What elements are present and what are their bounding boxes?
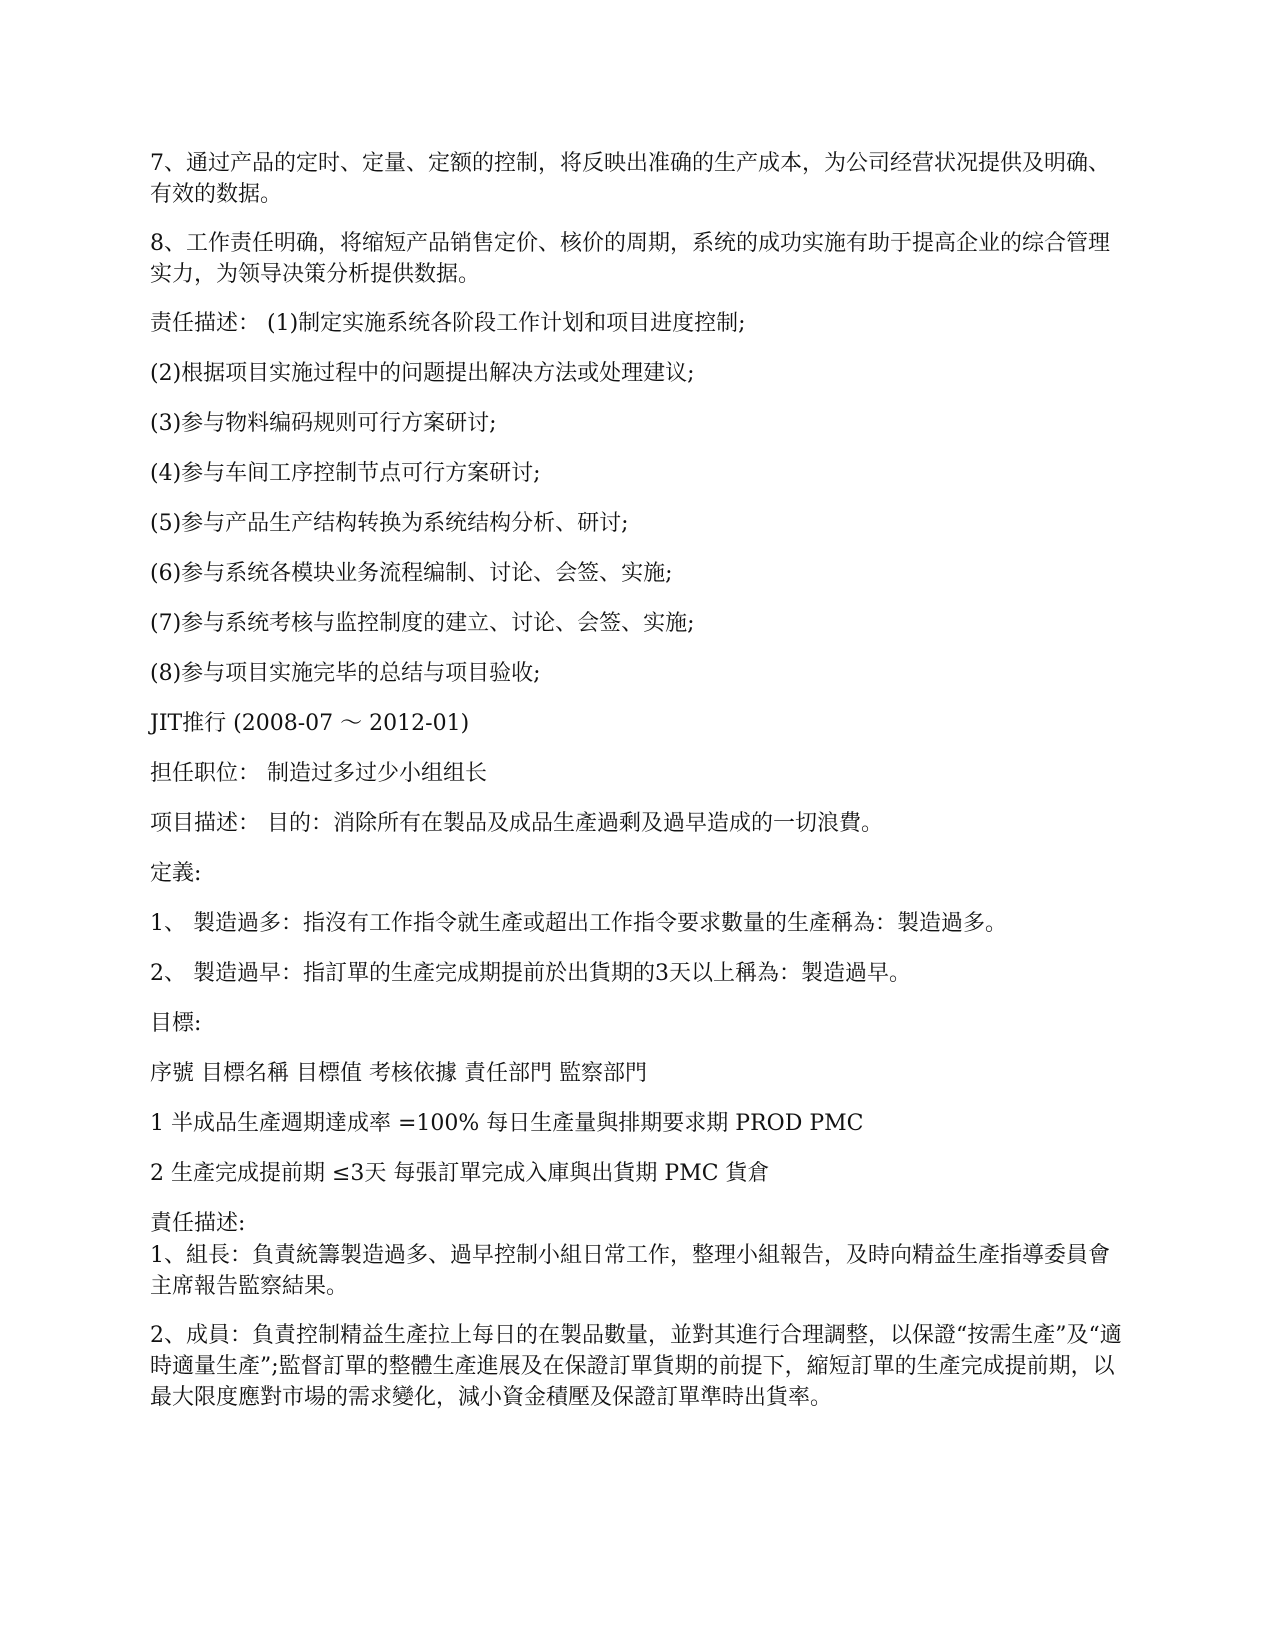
responsibility-description-heading-2: 責任描述:	[150, 1211, 246, 1236]
responsibility-item-4: (4)参与车间工序控制节点可行方案研讨;	[150, 461, 541, 486]
project-heading: JIT推行 (2008-07 ～ 2012-01)	[150, 711, 470, 736]
position-line: 担任职位： 制造过多过少小组组长	[150, 761, 487, 786]
responsibility-item-6: (6)参与系统各模块业务流程编制、讨论、会签、实施;	[150, 561, 673, 586]
goals-row-1: 1 半成品生產週期達成率 =100% 每日生產量與排期要求期 PROD PMC	[150, 1111, 864, 1136]
leader-responsibility: 1、組長：負責統籌製造過多、過早控制小組日常工作，整理小組報告，及時向精益生產指導委員會主席報告監察結果。	[150, 1243, 1111, 1299]
responsibility-item-7: (7)参与系统考核与监控制度的建立、讨论、会签、实施;	[150, 611, 695, 636]
goals-header-row: 序號 目標名稱 目標值 考核依據 責任部門 監察部門	[150, 1061, 647, 1086]
responsibility-description-1: 责任描述： (1)制定实施系统各阶段工作计划和项目进度控制;	[150, 311, 746, 336]
paragraph-item-7: 7、通过产品的定时、定量、定额的控制，将反映出准确的生产成本，为公司经营状况提供及明确、有效的数据。	[150, 151, 1111, 207]
responsibility-item-5: (5)参与产品生产结构转换为系统结构分析、研讨;	[150, 511, 629, 536]
goals-heading: 目標:	[150, 1011, 202, 1036]
responsibility-item-2: (2)根据项目实施过程中的问题提出解决方法或处理建议;	[150, 361, 695, 386]
definition-item-1: 1、 製造過多：指沒有工作指令就生產或超出工作指令要求數量的生產稱為：製造過多。	[150, 911, 1007, 936]
goals-row-2: 2 生產完成提前期 ≤3天 每張訂單完成入庫與出貨期 PMC 貨倉	[150, 1161, 770, 1186]
definition-item-2: 2、 製造過早：指訂單的生產完成期提前於出貨期的3天以上稱為：製造過早。	[150, 961, 911, 986]
definition-heading: 定義:	[150, 861, 202, 886]
member-responsibility: 2、成員：負責控制精益生產拉上每日的在製品數量，並對其進行合理調整，以保證“按需生產”及“適時適量生產”;監督訂單的整體生產進展及在保證訂單貨期的前提下，縮短訂單的生產完成提前期，以最大限度應對市場的需求變化，減小資金積壓及保證訂單準時出貨率。	[150, 1323, 1122, 1410]
document-body	[150, 148, 1130, 1431]
project-description: 项目描述： 目的：消除所有在製品及成品生產過剩及過早造成的一切浪費。	[150, 811, 883, 836]
responsibility-item-8: (8)参与项目实施完毕的总结与项目验收;	[150, 661, 541, 686]
paragraph-item-8: 8、工作责任明确，将缩短产品销售定价、核价的周期，系统的成功实施有助于提高企业的综合管理实力，为领导决策分析提供数据。	[150, 231, 1111, 287]
responsibility-item-3: (3)参与物料编码规则可行方案研讨;	[150, 411, 497, 436]
